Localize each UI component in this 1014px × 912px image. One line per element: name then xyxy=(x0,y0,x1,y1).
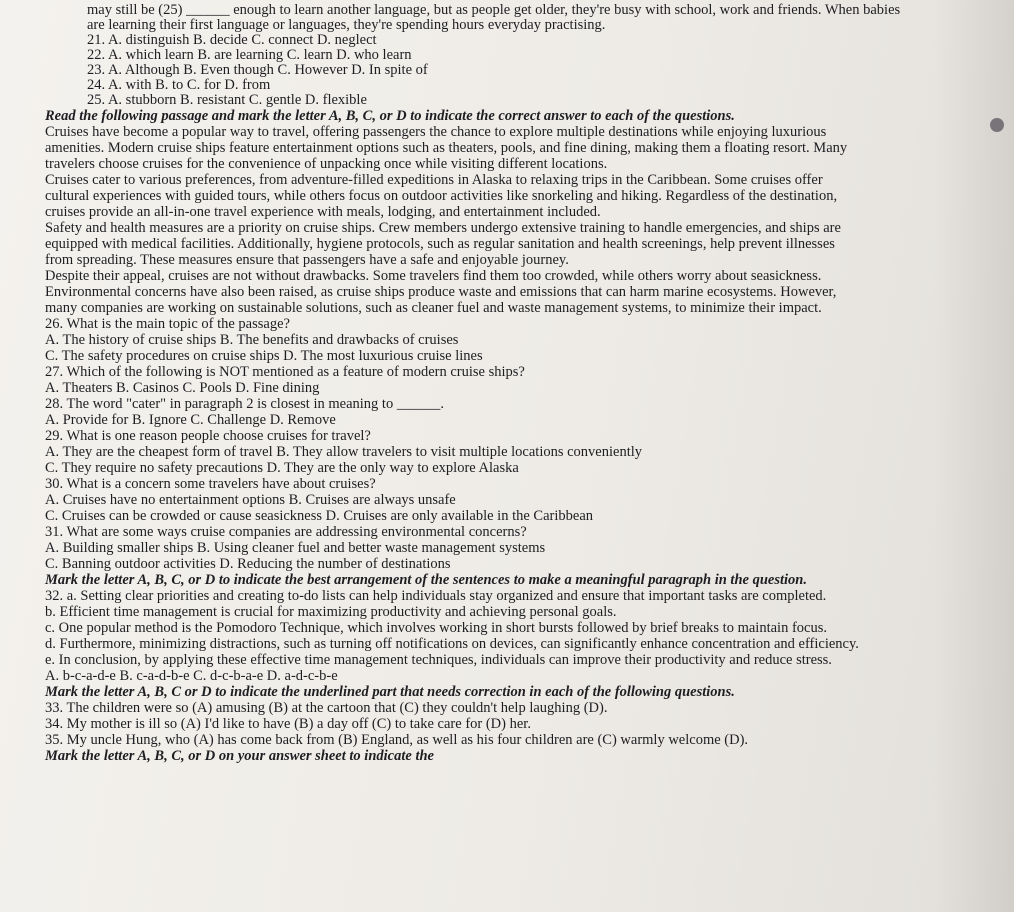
text-line-26: 28. The word "cater" in paragraph 2 is closest in meaning to ______. xyxy=(45,396,444,412)
corner-mark xyxy=(990,118,1004,132)
text-line-4: 22. A. which learn B. are learning C. learn D. who learn xyxy=(87,47,412,63)
text-line-42: e. In conclusion, by applying these effective time management techniques, individuals can improve their productivity and reduce stress. xyxy=(45,652,832,668)
text-line-46: 34. My mother is ill so (A) I'd like to have (B) a day off (C) to take care for (D) her. xyxy=(45,716,531,732)
text-line-17: from spreading. These measures ensure that passengers have a safe and enjoyable journey. xyxy=(45,252,569,268)
page-shadow xyxy=(934,0,1014,912)
text-line-25: A. Theaters B. Casinos C. Pools D. Fine dining xyxy=(45,380,320,396)
text-line-18: Despite their appeal, cruises are not without drawbacks. Some travelers find them too crowded, while others worry about seasickness. xyxy=(45,268,822,284)
text-line-30: C. They require no safety precautions D. They are the only way to explore Alaska xyxy=(45,460,519,476)
text-line-47: 35. My uncle Hung, who (A) has come back from (B) England, as well as his four children are (C) warmly welcome (D). xyxy=(45,732,749,748)
text-line-2: are learning their first language or languages, they're spending hours everyday practising. xyxy=(87,17,606,33)
text-line-34: 31. What are some ways cruise companies are addressing environmental concerns? xyxy=(45,524,527,540)
text-line-21: 26. What is the main topic of the passage? xyxy=(45,316,290,332)
text-line-27: A. Provide for B. Ignore C. Challenge D. Remove xyxy=(45,412,336,428)
text-line-5: 23. A. Although B. Even though C. However D. In spite of xyxy=(87,62,428,78)
text-line-7: 25. A. stubborn B. resistant C. gentle D. flexible xyxy=(87,92,367,108)
text-line-43: A. b-c-a-d-e B. c-a-d-b-e C. d-c-b-a-e D. a-d-c-b-e xyxy=(45,668,338,684)
text-line-33: C. Cruises can be crowded or cause seasickness D. Cruises are only available in the Caribbean xyxy=(45,508,594,524)
text-line-31: 30. What is a concern some travelers have about cruises? xyxy=(45,476,376,492)
text-line-20: many companies are working on sustainable solutions, such as cleaner fuel and waste management systems, to minimize their impact. xyxy=(45,300,822,316)
text-line-10: amenities. Modern cruise ships feature entertainment options such as theaters, pools, and fine dining, making them a floating resort. Many xyxy=(45,140,848,156)
text-line-12: Cruises cater to various preferences, from adventure-filled expeditions in Alaska to relaxing trips in the Caribbean. Some cruises offer xyxy=(45,172,823,188)
text-line-40: c. One popular method is the Pomodoro Technique, which involves working in short bursts followed by brief breaks to maintain focus. xyxy=(45,620,827,636)
text-line-28: 29. What is one reason people choose cruises for travel? xyxy=(45,428,371,444)
text-line-37: Mark the letter A, B, C, or D to indicate the best arrangement of the sentences to make a meaningful paragraph in the question. xyxy=(45,572,807,588)
text-line-23: C. The safety procedures on cruise ships D. The most luxurious cruise lines xyxy=(45,348,483,364)
text-line-9: Cruises have become a popular way to travel, offering passengers the chance to explore multiple destinations while enjoying luxurious xyxy=(45,124,827,140)
text-line-6: 24. A. with B. to C. for D. from xyxy=(87,77,271,93)
text-line-15: Safety and health measures are a priority on cruise ships. Crew members undergo extensive training to handle emergencies, and ships are xyxy=(45,220,841,236)
text-line-36: C. Banning outdoor activities D. Reducing the number of destinations xyxy=(45,556,451,572)
text-line-19: Environmental concerns have also been raised, as cruise ships produce waste and emissions that can harm marine ecosystems. However, xyxy=(45,284,837,300)
text-line-38: 32. a. Setting clear priorities and creating to-do lists can help individuals stay organized and ensure that important tasks are completed. xyxy=(45,588,827,604)
text-line-48: Mark the letter A, B, C, or D on your answer sheet to indicate the xyxy=(45,748,434,764)
text-line-24: 27. Which of the following is NOT mentioned as a feature of modern cruise ships? xyxy=(45,364,525,380)
text-line-35: A. Building smaller ships B. Using cleaner fuel and better waste management systems xyxy=(45,540,546,556)
text-line-8: Read the following passage and mark the letter A, B, C, or D to indicate the correct answer to each of the questions. xyxy=(45,108,735,124)
text-line-13: cultural experiences with guided tours, while others focus on outdoor activities like snorkeling and hiking. Regardless of the destination, xyxy=(45,188,838,204)
text-line-16: equipped with medical facilities. Additionally, hygiene protocols, such as regular sanitation and health screenings, help prevent illnesses xyxy=(45,236,835,252)
text-line-3: 21. A. distinguish B. decide C. connect D. neglect xyxy=(87,32,377,48)
text-line-22: A. The history of cruise ships B. The benefits and drawbacks of cruises xyxy=(45,332,459,348)
text-line-11: travelers choose cruises for the convenience of unpacking once while visiting different locations. xyxy=(45,156,608,172)
text-line-29: A. They are the cheapest form of travel B. They allow travelers to visit multiple locations conveniently xyxy=(45,444,643,460)
text-line-32: A. Cruises have no entertainment options B. Cruises are always unsafe xyxy=(45,492,456,508)
text-line-45: 33. The children were so (A) amusing (B) at the cartoon that (C) they couldn't help laughing (D). xyxy=(45,700,608,716)
text-line-39: b. Efficient time management is crucial for maximizing productivity and achieving personal goals. xyxy=(45,604,617,620)
text-line-44: Mark the letter A, B, C or D to indicate the underlined part that needs correction in each of the following questions. xyxy=(45,684,735,700)
text-line-1: may still be (25) ______ enough to learn another language, but as people get older, they're busy with school, work and friends. When babies xyxy=(87,2,901,18)
text-line-41: d. Furthermore, minimizing distractions, such as turning off notifications on devices, can significantly enhance concentration and efficiency. xyxy=(45,636,859,652)
text-line-14: cruises provide an all-in-one travel experience with meals, lodging, and entertainment included. xyxy=(45,204,601,220)
